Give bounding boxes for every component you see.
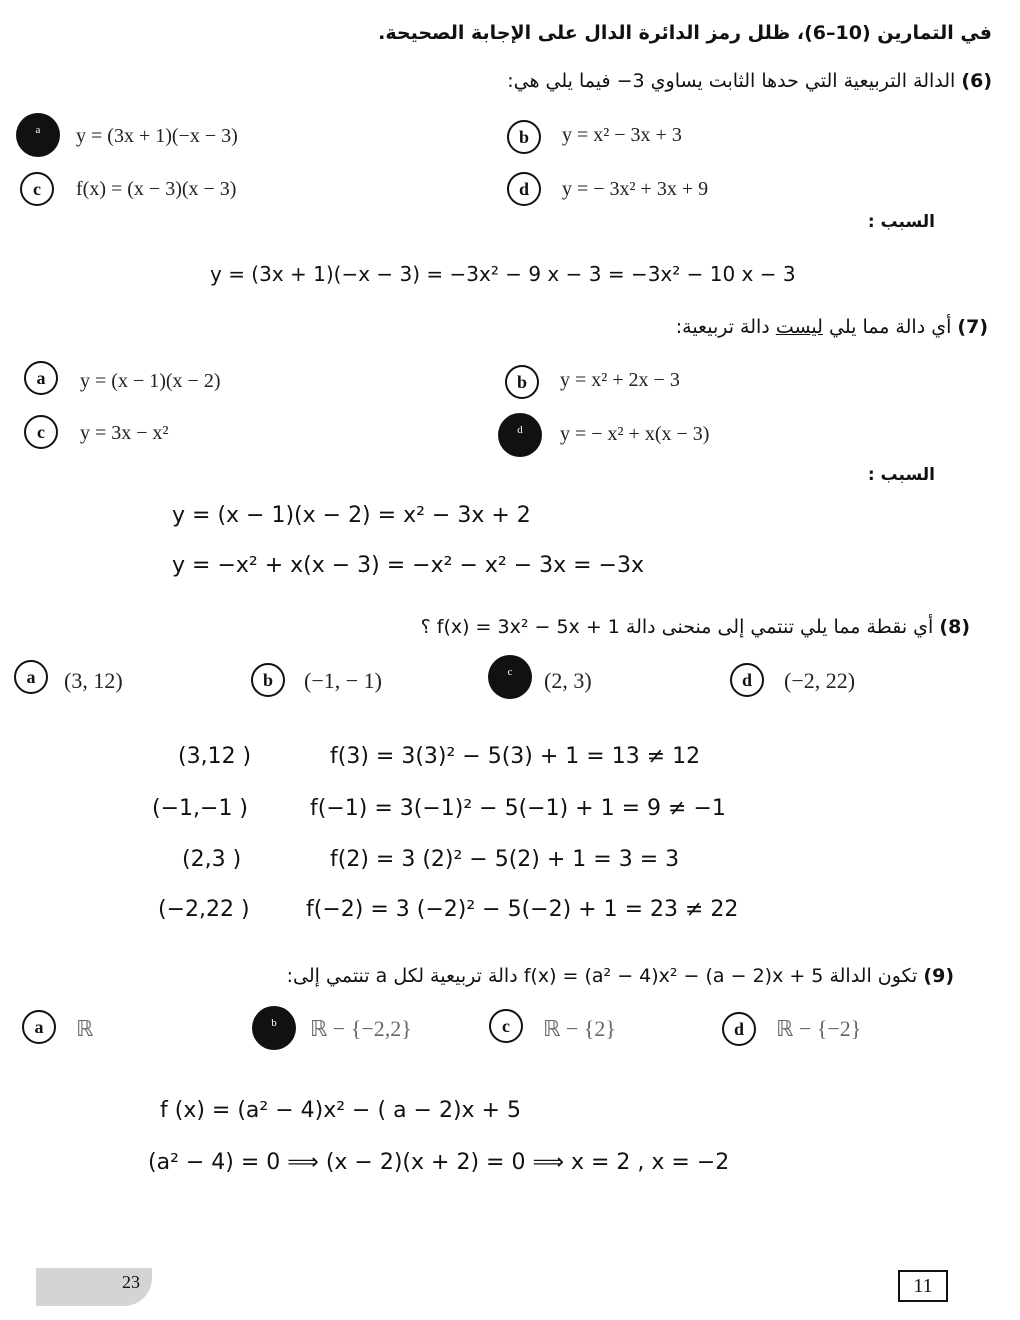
q9-solution-line-1: f (x) = (a² − 4)x² − ( a − 2)x + 5 <box>160 1098 521 1123</box>
q8-solution-calc-2: f(−1) = 3(−1)² − 5(−1) + 1 = 9 ≠ −1 <box>310 796 726 821</box>
instructions: في التمارين (10–6)، ظلل رمز الدائرة الدال على الإجابة الصحيحة. <box>378 22 992 44</box>
q7-text-before: أي دالة مما يلي <box>822 316 952 338</box>
q7-option-a-text: y = (x − 1)(x − 2) <box>80 370 221 392</box>
q8-solution-point-3: (2,3 ) <box>182 847 242 872</box>
q7-solution-line-1: y = (x − 1)(x − 2) = x² − 3x + 2 <box>172 503 531 528</box>
q8-solution-calc-4: f(−2) = 3 (−2)² − 5(−2) + 1 = 23 ≠ 22 <box>306 897 739 922</box>
q6-stem <box>292 70 992 92</box>
q6-option-a-circle[interactable]: a <box>16 113 60 157</box>
q8-option-a-text: (3, 12) <box>64 668 123 693</box>
q8-option-c-text: (2, 3) <box>544 668 592 693</box>
q7-number: (7) <box>957 316 988 338</box>
q6-option-c-circle[interactable]: c <box>20 172 54 206</box>
q9-option-a-text: ℝ <box>76 1016 94 1041</box>
q7-option-d-circle[interactable]: d <box>498 413 542 457</box>
boxed-number: 11 <box>898 1270 948 1302</box>
q9-option-d-circle[interactable]: d <box>722 1012 756 1046</box>
q9-text: تكون الدالة f(x) = (a² − 4)x² − (a − 2)x + 5 دالة تربيعية لكل a تنتمي إلى: <box>286 965 918 987</box>
q7-reason-label: السبب : <box>867 465 935 485</box>
q9-option-a-circle[interactable]: a <box>22 1010 56 1044</box>
q9-option-b-text: ℝ − {−2,2} <box>310 1016 412 1041</box>
q6-reason-label: السبب : <box>867 212 935 232</box>
q9-option-c-text: ℝ − {2} <box>543 1016 616 1041</box>
q8-option-d-circle[interactable]: d <box>730 663 764 697</box>
q8-option-d-text: (−2, 22) <box>784 668 856 693</box>
q8-stem <box>270 616 970 638</box>
q8-number: (8) <box>939 616 970 638</box>
q6-text: الدالة التربيعية التي حدها الثابت يساوي 3− فيما يلي هي: <box>507 70 956 92</box>
q8-solution-calc-1: f(3) = 3(3)² − 5(3) + 1 = 13 ≠ 12 <box>330 744 701 769</box>
q8-solution-calc-3: f(2) = 3 (2)² − 5(2) + 1 = 3 = 3 <box>330 847 680 872</box>
q9-stem <box>234 965 954 987</box>
q6-option-d-text: y = − 3x² + 3x + 9 <box>562 178 709 200</box>
q7-text-after: دالة تربيعية: <box>675 316 776 338</box>
q7-option-c-text: y = 3x − x² <box>80 422 169 444</box>
q9-solution-line-2: (a² − 4) = 0 ⟹ (x − 2)(x + 2) = 0 ⟹ x = 2 , x = −2 <box>148 1150 730 1175</box>
q8-solution-point-4: (−2,22 ) <box>158 897 250 922</box>
q8-option-a-circle[interactable]: a <box>14 660 48 694</box>
q6-number: (6) <box>961 70 992 92</box>
q8-solution-point-1: (3,12 ) <box>178 744 252 769</box>
q7-option-a-circle[interactable]: a <box>24 361 58 395</box>
q9-option-c-circle[interactable]: c <box>489 1009 523 1043</box>
q6-solution: y = (3x + 1)(−x − 3) = −3x² − 9 x − 3 = −3x² − 10 x − 3 <box>210 262 796 286</box>
q8-option-b-circle[interactable]: b <box>251 663 285 697</box>
q7-option-b-text: y = x² + 2x − 3 <box>560 369 680 391</box>
q9-number: (9) <box>923 965 954 987</box>
q8-solution-point-2: (−1,−1 ) <box>152 796 249 821</box>
q7-stem <box>288 316 988 338</box>
q9-option-b-circle[interactable]: b <box>252 1006 296 1050</box>
q8-option-b-text: (−1, − 1) <box>304 668 382 693</box>
q7-option-d-text: y = − x² + x(x − 3) <box>560 423 710 445</box>
q7-text-underlined: ليست <box>775 316 823 338</box>
q6-option-d-circle[interactable]: d <box>507 172 541 206</box>
q9-option-d-text: ℝ − {−2} <box>776 1016 862 1041</box>
q7-solution-line-2: y = −x² + x(x − 3) = −x² − x² − 3x = −3x <box>172 553 645 578</box>
q8-text: أي نقطة مما يلي تنتمي إلى منحنى دالة f(x) = 3x² − 5x + 1 ؟ <box>420 616 934 638</box>
q6-option-b-text: y = x² − 3x + 3 <box>562 124 682 146</box>
q8-option-c-circle[interactable]: c <box>488 655 532 699</box>
page-number: 23 <box>122 1272 140 1292</box>
q7-option-c-circle[interactable]: c <box>24 415 58 449</box>
q6-option-a-text: y = (3x + 1)(−x − 3) <box>76 125 238 147</box>
q6-option-b-circle[interactable]: b <box>507 120 541 154</box>
q7-option-b-circle[interactable]: b <box>505 365 539 399</box>
q6-option-c-text: f(x) = (x − 3)(x − 3) <box>76 178 237 200</box>
